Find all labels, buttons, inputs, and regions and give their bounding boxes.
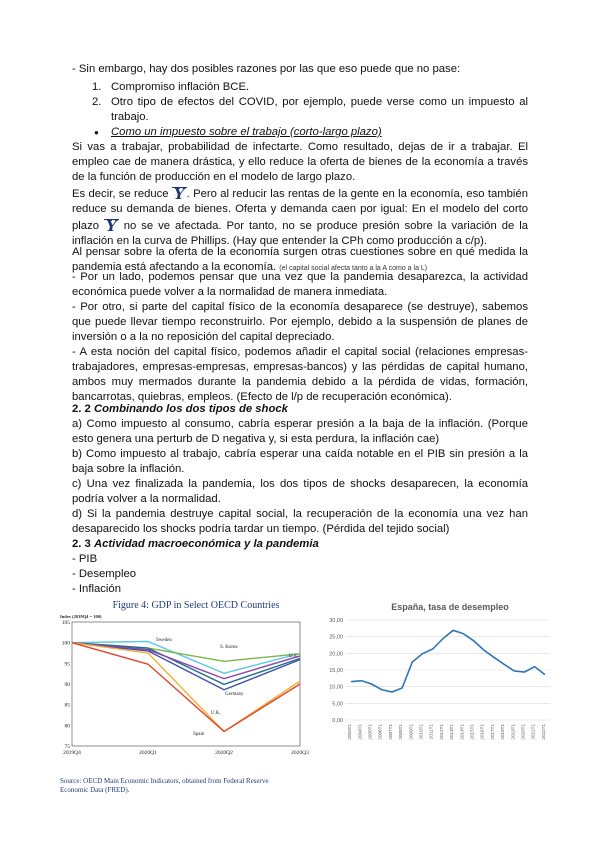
paragraph-reduce-y	[72, 185, 528, 249]
x-tick-label: 2022T1	[540, 724, 546, 740]
label-uk: U.K.	[211, 711, 221, 716]
handwritten-note: (el capital social afecta tanto a la A como a la L)	[279, 265, 428, 272]
x-tick-label: 2019Q4	[63, 750, 81, 756]
section-heading-2-3	[72, 537, 319, 552]
heading-title: Actividad macroeconómica y la pandemia	[93, 538, 319, 550]
x-tick-label: 2013T1	[449, 724, 455, 740]
x-tick-label: 2019T1	[510, 724, 516, 740]
y-tick-label: 80	[64, 723, 70, 730]
bullet-item	[92, 125, 528, 140]
y-tick-label: 5,00	[332, 701, 343, 708]
heading-title: Combinando los dos tipos de shock	[93, 403, 288, 415]
x-tick-label: 2015T1	[469, 724, 475, 740]
list-number: 2.	[92, 96, 102, 108]
y-axis-label: Index (2019Q4 = 100)	[60, 614, 102, 619]
x-tick-label: 2020Q3	[291, 750, 309, 756]
y-tick-label: 15,00	[329, 668, 343, 674]
x-tick-label: 2007T1	[387, 724, 393, 740]
x-tick-label: 2012T1	[438, 724, 444, 740]
label-spain: Spain	[193, 732, 205, 737]
label-sweden: Sweden	[156, 638, 172, 643]
label-germany: Germany	[225, 692, 244, 697]
x-tick-label: 2018T1	[500, 724, 506, 740]
y-tick-label: 20,00	[329, 651, 343, 658]
x-tick-label: 2020Q1	[139, 750, 157, 756]
y-tick-label: 75	[64, 744, 70, 750]
list-number: 1.	[92, 81, 102, 93]
paragraph-d: d) Si la pandemia destruye capital social, la recuperación de la economía una vez han desaparecido los shocks podría tardar un tiempo. (Pérdida del tejido social)	[72, 508, 528, 535]
list-item-inflacion: - Inflación	[72, 583, 121, 595]
text-span: no se ve afectada. Por tanto, no se produce presión sobre la variación de la inflación en la curva de Phillips. (Hay que entender la CPh como producción a c/p).	[72, 220, 529, 247]
x-tick-label: 2016T1	[479, 724, 485, 740]
text-span: Es decir, se reduce	[72, 188, 169, 200]
y-tick-label: 100	[61, 640, 70, 647]
y-tick-label: 30,00	[329, 618, 343, 624]
x-tick-label: 2021T1	[530, 724, 536, 740]
x-tick-label: 2010T1	[418, 724, 424, 740]
plot-area	[72, 622, 300, 746]
list-item	[92, 80, 528, 95]
x-tick-label: 2011T1	[428, 724, 434, 740]
y-bar-symbol: Y	[173, 185, 185, 203]
list-item-desempleo: - Desempleo	[72, 568, 137, 580]
paragraph-capital-social: - A esta noción del capital físico, podemos añadir el capital social (relaciones empresas-trabajadores, empresas-empresas, empresas-bancos) y las pérdidas de capital humano, ambos muy mermados durante la pandemia debido a la pérdida de vidas, formación, bancarrotas, quiebras, empleos. (Efecto de l/p de recuperación económica).	[72, 346, 528, 403]
x-tick-label: 2017T1	[489, 724, 495, 740]
series-line	[72, 643, 300, 732]
paragraph-por-otro: - Por otro, si parte del capital físico de la economía desaparece (se destruye), sabemos que puede llevar tiempo reconstruirlo. Por ejemplo, debido a la suspensión de planes de inversión o a la no reposición del capital depreciado.	[72, 301, 528, 343]
y-tick-label: 10,00	[329, 684, 343, 691]
chart-title: Figure 4: GDP in Select OECD Countries	[112, 600, 280, 611]
x-tick-label: 2006T1	[377, 724, 383, 740]
text-span: Al pensar sobre la oferta de la economía surgen otras cuestiones sobre en qué medida la pandemia está afectando a la economía.	[72, 246, 528, 273]
text-span: . Pero al reducir las rentas de la gente en la economía, eso también reduce su demanda de bienes. Oferta y demanda caen por igual: En el modelo del corto plazo	[72, 188, 529, 232]
section-heading-2-2	[72, 402, 288, 417]
x-tick-label: 2003T1	[347, 724, 353, 740]
paragraph-b: b) Como impuesto al trabajo, cabría esperar una caída notable en el PIB sin presión a la baja sobre la inflación.	[72, 448, 528, 475]
paragraph-intro: - Sin embargo, hay dos posibles razones por las que eso puede que no pase:	[72, 63, 461, 75]
list-item	[92, 95, 528, 125]
bullet-text: Como un impuesto sobre el trabajo (corto-largo plazo)	[111, 126, 382, 138]
paragraph-a: a) Como impuesto al consumo, cabría esperar presión a la baja de la inflación. (Porque esto genera una perturb de D negativa y, si esta perdura, la inflación cae)	[72, 418, 528, 445]
y-bar-symbol: Y	[106, 217, 117, 235]
y-tick-label: 0,00	[332, 718, 343, 724]
x-tick-label: 2020T1	[520, 724, 526, 740]
gdp-oecd-chart	[58, 596, 309, 776]
y-tick-label: 105	[61, 620, 70, 626]
x-tick-label: 2014T1	[459, 724, 465, 740]
y-tick-label: 95	[64, 661, 70, 668]
x-tick-label: 2008T1	[398, 724, 404, 740]
heading-number: 2. 3	[72, 538, 91, 550]
y-tick-label: 90	[64, 682, 70, 688]
label-us: U.S.	[289, 654, 298, 659]
label-korea: S. Korea	[220, 645, 238, 650]
list-text: Compromiso inflación BCE.	[111, 81, 250, 93]
paragraph-infection: Si vas a trabajar, probabilidad de infectarte. Como resultado, dejas de ir a trabajar. El empleo cae de manera drástica, y ello reduce la oferta de bienes de la economía a través de la función de producción en el modelo de largo plazo.	[72, 141, 528, 183]
unemployment-chart	[312, 596, 558, 776]
series-line	[72, 643, 300, 732]
chart-source: Source: OECD Main Economic Indicators, obtained from Federal Reserve Economic Data (FRED).	[60, 777, 269, 794]
list-item-pib: - PIB	[72, 553, 98, 565]
chart-title: España, tasa de desempleo	[391, 602, 509, 612]
heading-number: 2. 2	[72, 403, 91, 415]
y-tick-label: 25,00	[329, 634, 343, 641]
x-tick-label: 2004T1	[357, 724, 363, 740]
x-tick-label: 2009T1	[408, 724, 414, 740]
y-tick-label: 85	[64, 702, 70, 709]
paragraph-c: c) Una vez finalizada la pandemia, los dos tipos de shocks desaparecen, la economía podría volver a la normalidad.	[72, 478, 528, 505]
unemployment-series	[351, 630, 545, 692]
list-text: Otro tipo de efectos del COVID, por ejemplo, puede verse como un impuesto al trabajo.	[111, 96, 528, 123]
x-tick-label: 2020Q2	[215, 750, 233, 756]
bullet-icon: ●	[94, 128, 99, 137]
paragraph-por-un-lado: - Por un lado, podemos pensar que una vez que la pandemia desaparezca, la actividad económica puede volver a la normalidad de manera inmediata.	[72, 271, 528, 298]
x-tick-label: 2005T1	[367, 724, 373, 740]
